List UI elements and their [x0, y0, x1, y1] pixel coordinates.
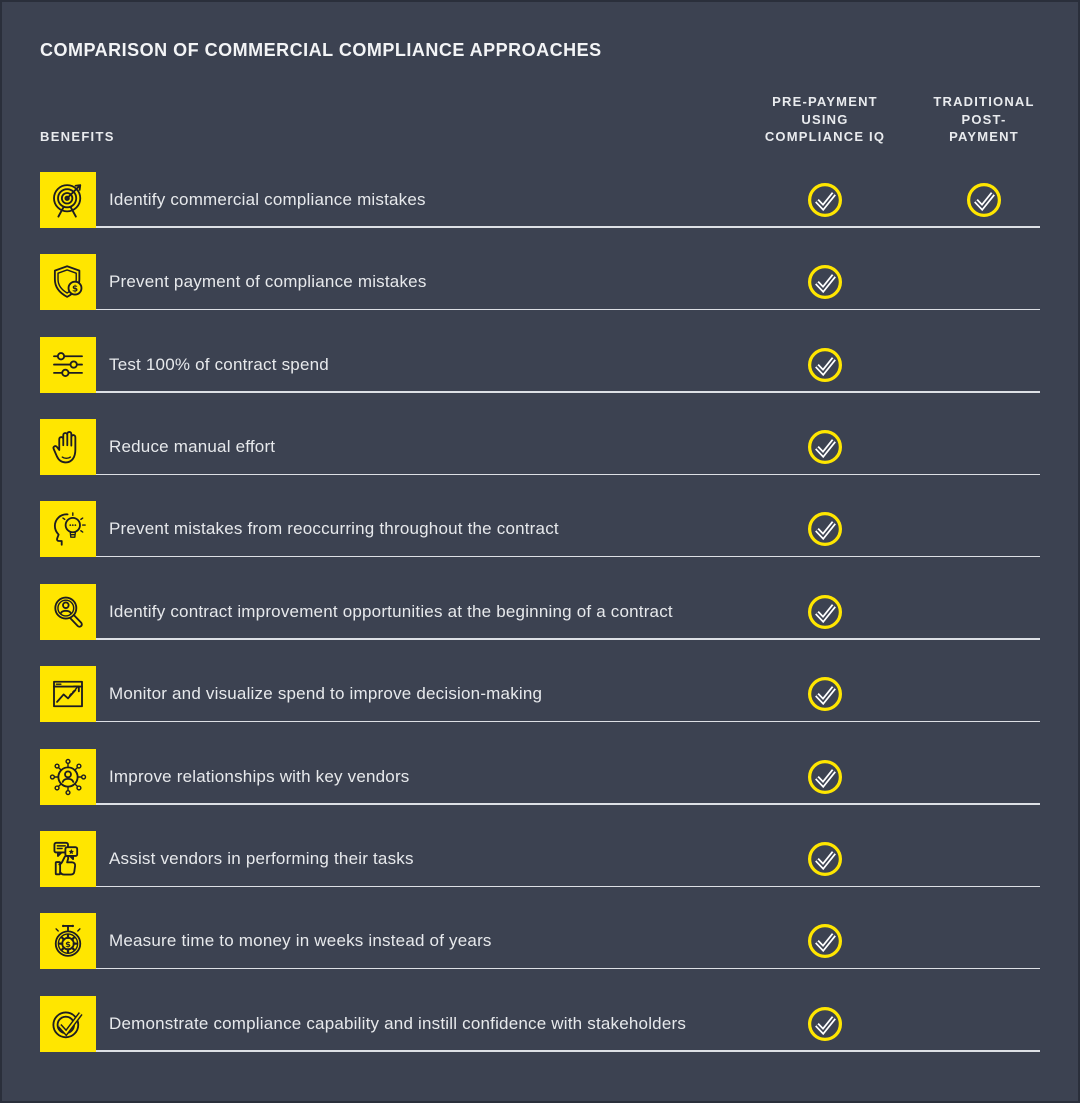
- table-row: [40, 475, 1040, 557]
- pre-payment-check: [806, 758, 844, 796]
- check-circle-icon: [806, 510, 844, 548]
- row-separator: [96, 1050, 1040, 1052]
- table-row: [40, 969, 1040, 1051]
- traditional-cell: [928, 181, 1040, 219]
- pre-payment-cell: [740, 758, 910, 796]
- pre-payment-cell: [740, 840, 910, 878]
- pre-payment-cell: [740, 428, 910, 466]
- benefit-label: Prevent payment of compliance mistakes: [109, 272, 427, 292]
- traditional-cell: [928, 346, 1040, 384]
- header-line: PAYMENT: [949, 129, 1019, 144]
- check-circle-icon: [806, 263, 844, 301]
- traditional-cell: [928, 922, 1040, 960]
- table-row: [40, 640, 1040, 722]
- target-arrow-icon: [40, 172, 96, 228]
- table-header: [40, 93, 1040, 146]
- check-circle-icon: [806, 675, 844, 713]
- check-circle-icon: [806, 428, 844, 466]
- table-row: [40, 805, 1040, 887]
- benefit-label: Measure time to money in weeks instead of years: [109, 931, 492, 951]
- pre-payment-check: [806, 263, 844, 301]
- column-header-traditional: [928, 93, 1040, 146]
- pre-payment-check: [806, 1005, 844, 1043]
- traditional-cell: [928, 593, 1040, 631]
- table-row: [40, 887, 1040, 969]
- magnifier-person-icon: [40, 584, 96, 640]
- traditional-cell: [928, 840, 1040, 878]
- traditional-cell: [928, 675, 1040, 713]
- header-line: COMPLIANCE IQ: [764, 129, 886, 144]
- pre-payment-check: [806, 922, 844, 960]
- shield-dollar-icon: [40, 254, 96, 310]
- benefit-label: Identify commercial compliance mistakes: [109, 189, 426, 209]
- pre-payment-cell: [740, 593, 910, 631]
- header-line: POST-: [961, 111, 1007, 127]
- benefit-label: Monitor and visualize spend to improve decision-making: [109, 684, 543, 704]
- header-line: USING: [801, 111, 849, 127]
- traditional-cell: [928, 510, 1040, 548]
- page-title: COMPARISON OF COMMERCIAL COMPLIANCE APPROACHES: [40, 40, 602, 60]
- check-circle-icon: [806, 1005, 844, 1043]
- pre-payment-cell: [740, 181, 910, 219]
- check-circle-icon: [806, 346, 844, 384]
- header-line: PRE-PAYMENT: [772, 94, 878, 109]
- check-circle-icon: [806, 758, 844, 796]
- pre-payment-cell: [740, 510, 910, 548]
- pre-payment-cell: [740, 922, 910, 960]
- benefit-label: Reduce manual effort: [109, 437, 276, 457]
- thumbs-up-chat-icon: [40, 831, 96, 887]
- pre-payment-check: [806, 346, 844, 384]
- table-row: [40, 310, 1040, 392]
- traditional-cell: [928, 1005, 1040, 1043]
- sliders-icon: [40, 337, 96, 393]
- vendor-network-icon: [40, 749, 96, 805]
- check-target-icon: [40, 996, 96, 1052]
- check-circle-icon: [806, 181, 844, 219]
- benefit-label: Assist vendors in performing their tasks: [109, 849, 414, 869]
- table-row: [40, 146, 1040, 228]
- table-row: [40, 722, 1040, 804]
- hand-icon: [40, 419, 96, 475]
- pre-payment-cell: [740, 675, 910, 713]
- pre-payment-check: [806, 510, 844, 548]
- benefit-label: Improve relationships with key vendors: [109, 766, 410, 786]
- check-circle-icon: [965, 181, 1003, 219]
- check-circle-icon: [806, 922, 844, 960]
- table-row: [40, 393, 1040, 475]
- pre-payment-check: [806, 593, 844, 631]
- column-header-pre-payment: [740, 93, 910, 146]
- traditional-cell: [928, 428, 1040, 466]
- benefit-label: Demonstrate compliance capability and instill confidence with stakeholders: [109, 1013, 687, 1033]
- header-line: TRADITIONAL: [933, 94, 1035, 109]
- traditional-check: [965, 181, 1003, 219]
- benefit-label: Prevent mistakes from reoccurring throughout the contract: [109, 519, 559, 539]
- table-row: [40, 557, 1040, 639]
- pre-payment-check: [806, 675, 844, 713]
- pre-payment-cell: [740, 1005, 910, 1043]
- pre-payment-check: [806, 181, 844, 219]
- table-row: [40, 228, 1040, 310]
- column-header-benefits: BENEFITS: [40, 128, 115, 144]
- chart-window-icon: [40, 666, 96, 722]
- head-lightbulb-icon: [40, 501, 96, 557]
- stopwatch-dollar-icon: [40, 913, 96, 969]
- svg-text:$: $: [65, 939, 71, 950]
- benefit-label: Test 100% of contract spend: [109, 354, 329, 374]
- pre-payment-check: [806, 428, 844, 466]
- traditional-cell: [928, 758, 1040, 796]
- benefit-label: Identify contract improvement opportunities at the beginning of a contract: [109, 601, 673, 621]
- pre-payment-cell: [740, 346, 910, 384]
- traditional-cell: [928, 263, 1040, 301]
- pre-payment-cell: [740, 263, 910, 301]
- svg-text:$: $: [71, 284, 79, 295]
- check-circle-icon: [806, 593, 844, 631]
- pre-payment-check: [806, 840, 844, 878]
- check-circle-icon: [806, 840, 844, 878]
- benefits-table-body: [40, 146, 1040, 1052]
